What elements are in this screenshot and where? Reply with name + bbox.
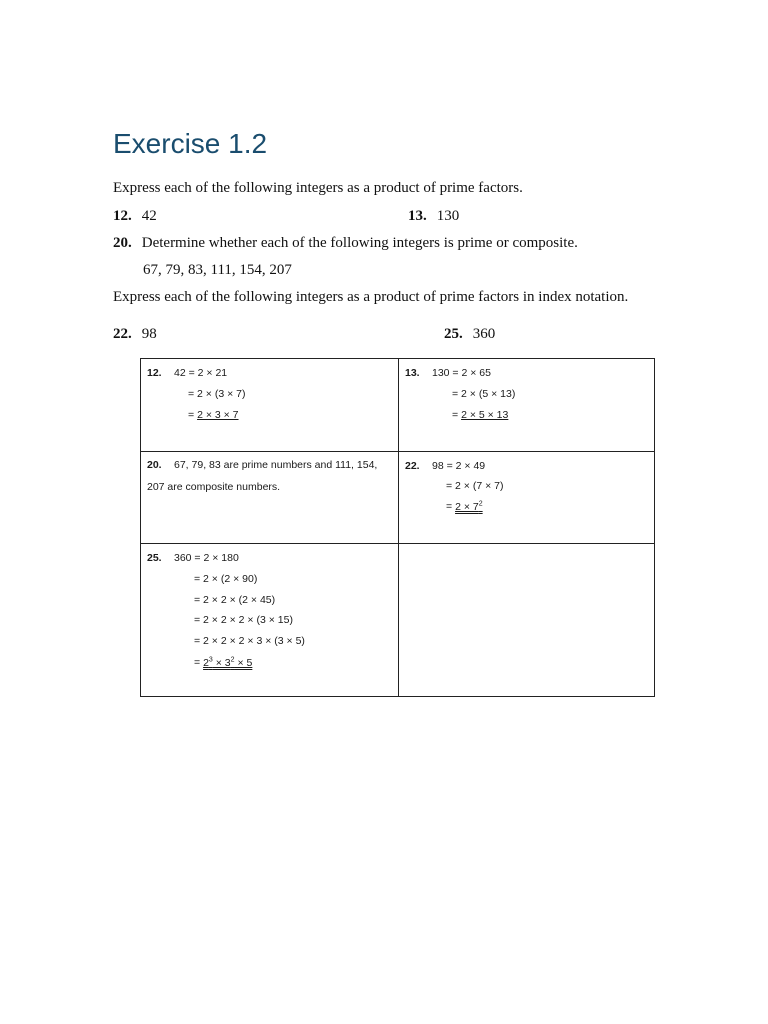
equals-sign: = — [194, 656, 201, 669]
question-value: 42 — [141, 208, 157, 224]
base: 2 — [203, 656, 209, 669]
base: 2 × 7 — [455, 500, 479, 513]
question-number: 25. — [444, 326, 463, 342]
answer-line: = 2 × 2 × (2 × 45) — [194, 594, 276, 606]
question-25 — [444, 326, 495, 343]
answer-line: = 2 × (2 × 90) — [194, 573, 258, 585]
question-13 — [408, 208, 459, 225]
answer-line: 360 = 2 × 180 — [174, 552, 239, 564]
question-number: 20. — [113, 235, 132, 251]
final-answer: 2 × 5 × 13 — [461, 409, 509, 421]
answer-cell-12 — [141, 359, 398, 451]
exponent: 2 — [478, 500, 483, 507]
final-answer: 2 × 3 × 7 — [197, 409, 239, 421]
answer-line: 67, 79, 83 are prime numbers and 111, 154, — [174, 459, 378, 471]
answer-cell-25 — [141, 544, 398, 696]
answer-number: 22. — [405, 460, 420, 472]
answer-number: 13. — [405, 367, 420, 379]
answer-number: 25. — [147, 552, 162, 564]
answer-final-line — [452, 409, 508, 421]
question-text: Determine whether each of the following integers is prime or composite. — [141, 235, 578, 251]
instruction-1: Express each of the following integers as a product of prime factors. — [113, 180, 523, 196]
question-22 — [113, 326, 157, 343]
answer-line: 130 = 2 × 65 — [432, 367, 491, 379]
answer-number: 20. — [147, 459, 162, 471]
question-value: 130 — [436, 208, 460, 224]
page-title: Exercise 1.2 — [113, 128, 268, 159]
exponent: 3 — [208, 656, 213, 663]
answer-cell-22 — [399, 452, 656, 543]
answer-cell-20 — [141, 452, 398, 543]
question-number: 13. — [408, 208, 427, 224]
answer-final-line — [194, 656, 252, 669]
empty-cell — [399, 544, 656, 696]
answer-line: = 2 × (3 × 7) — [188, 388, 246, 400]
equals-sign: = — [188, 409, 195, 421]
answer-line: = 2 × 2 × 2 × (3 × 15) — [194, 614, 293, 626]
equals-sign: = — [452, 409, 459, 421]
question-20-list: 67, 79, 83, 111, 154, 207 — [143, 262, 292, 278]
exponent: 2 — [230, 656, 235, 663]
question-20 — [113, 235, 578, 252]
answer-line: = 2 × (5 × 13) — [452, 388, 516, 400]
answer-line: = 2 × (7 × 7) — [446, 480, 504, 492]
answer-line: 42 = 2 × 21 — [174, 367, 228, 379]
answer-line: = 2 × 2 × 2 × 3 × (3 × 5) — [194, 635, 305, 647]
question-value: 360 — [472, 326, 496, 342]
answer-table — [140, 358, 655, 697]
answer-line: 207 are composite numbers. — [147, 481, 281, 493]
answer-number: 12. — [147, 367, 162, 379]
answer-final-line — [188, 409, 239, 421]
base: × 3 — [212, 656, 231, 669]
final-answer — [203, 657, 252, 669]
question-number: 12. — [113, 208, 132, 224]
answer-line: 98 = 2 × 49 — [432, 460, 486, 472]
final-answer — [455, 501, 483, 513]
equals-sign: = — [446, 500, 453, 513]
answer-final-line — [446, 500, 483, 513]
base: × 5 — [234, 656, 253, 669]
question-value: 98 — [141, 326, 157, 342]
question-number: 22. — [113, 326, 132, 342]
answer-cell-13 — [399, 359, 656, 451]
question-12 — [113, 208, 157, 225]
instruction-2: Express each of the following integers as a product of prime factors in index notation. — [113, 289, 629, 305]
